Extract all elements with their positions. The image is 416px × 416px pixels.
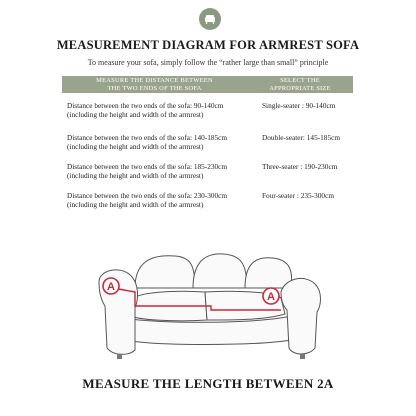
brand-logo-icon (199, 8, 221, 30)
header-right-line1: SELECT THE (280, 77, 320, 84)
distance-note: (including the height and width of the armrest) (67, 171, 204, 180)
back-cushion-middle (193, 254, 247, 288)
size-text: Three-seater : 190-230cm (262, 162, 338, 171)
sofa-diagram (95, 248, 325, 366)
back-cushion-right (245, 258, 292, 288)
armrest-right (281, 278, 321, 354)
sofa-foot-right (300, 354, 305, 359)
sofa-foot-left (117, 354, 122, 359)
header-measure-distance (62, 77, 247, 92)
size-text: Four-seater : 235-300cm (262, 191, 334, 200)
header-left-line2: THE TWO ENDS OF THE SOFA (107, 84, 202, 92)
marker-a-left (103, 278, 119, 294)
distance-note: (including the height and width of the armrest) (67, 200, 204, 209)
page-subtitle: To measure your sofa, simply follow the “rather large than small” principle (87, 58, 329, 67)
header-right-line2: APPROPRIATE SIZE (269, 84, 331, 92)
distance-note: (including the height and width of the armrest) (67, 142, 204, 151)
distance-text: Distance between the two ends of the sofa: 90-140cm (67, 101, 224, 110)
bottom-title: MEASURE THE LENGTH BETWEEN 2A (82, 376, 334, 391)
size-text: Single-seater : 90-140cm (262, 101, 336, 110)
header-select-size (247, 77, 353, 92)
back-cushion-left (135, 256, 195, 288)
distance-text: Distance between the two ends of the sofa: 185-230cm (67, 162, 228, 171)
marker-label: A (267, 291, 275, 303)
distance-text: Distance between the two ends of the sofa: 230-300cm (67, 191, 228, 200)
distance-text: Distance between the two ends of the sofa: 140-185cm (67, 133, 228, 142)
size-text: Double-seater: 145-185cm (262, 133, 341, 142)
sofa-icon (204, 13, 216, 25)
marker-label: A (107, 281, 115, 293)
header-left-line1: MEASURE THE DISTANCE BETWEEN (96, 77, 213, 84)
table-header (62, 76, 353, 93)
page-title: MEASUREMENT DIAGRAM FOR ARMREST SOFA (56, 38, 360, 52)
marker-a-right (263, 288, 279, 304)
distance-note: (including the height and width of the armrest) (67, 110, 204, 119)
